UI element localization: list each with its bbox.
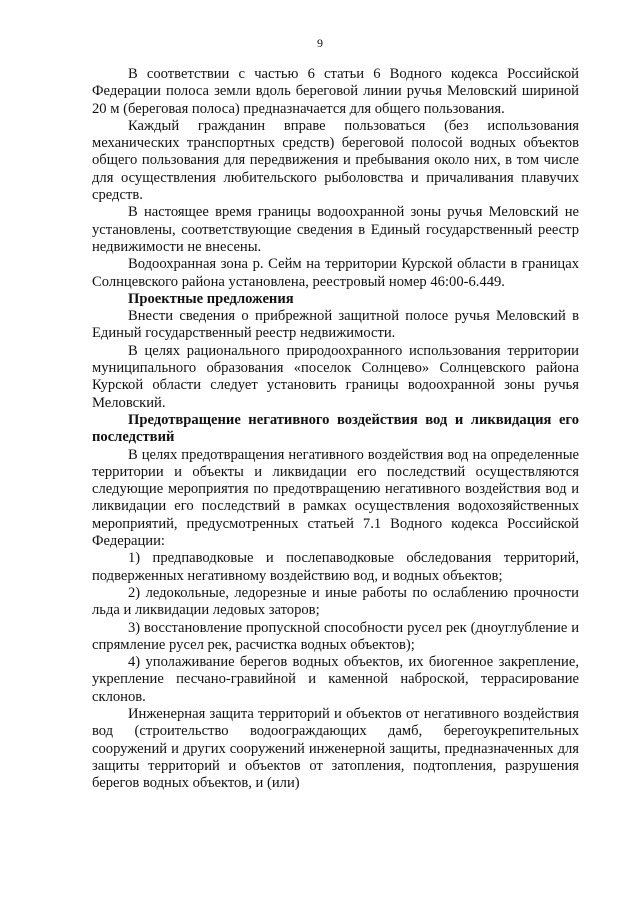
paragraph-prevention-intro: В целях предотвращения негативного воздействия вод на определенные территории и объекты и ликвидации его последствий осуществляются следующие мероприятия по предотвращению негативного воздействия вод и ликвидации его последствий в рамках осуществления водохозяйственных мероприятий, предусмотренных статьей 7.1 Водного кодекса Российской Федерации: [92, 446, 579, 550]
document-body [92, 66, 579, 792]
paragraph-citizen-rights: Каждый гражданин вправе пользоваться (без использования механических транспортных средств) береговой полосой водных объектов общего пользования для передвижения и пребывания около них, в том числе для осуществления любительского рыболовства и причаливания плавучих средств. [92, 117, 579, 204]
proposal-item: В целях рационального природоохранного использования территории муниципального образования «поселок Солнцево» Солнцевского района Курской области следует установить границы водоохранной зоны ручья Меловский. [92, 342, 579, 411]
measure-item: 1) предпаводковые и послепаводковые обследования территорий, подверженных негативному воздействию вод, и водных объектов; [92, 550, 579, 584]
paragraph-engineering-protection: Инженерная защита территорий и объектов от негативного воздействия вод (строительство водоограждающих дамб, берегоукрепительных сооружений и других сооружений инженерной защиты, предназначенных для защиты территорий и объектов от затопления, подтопления, разрушения берегов водных объектов, и (или) [92, 705, 579, 792]
paragraph-coastal-strip: В соответствии с частью 6 статьи 6 Водного кодекса Российской Федерации полоса земли вдоль береговой линии ручья Меловский шириной 20 м (береговая полоса) предназначается для общего пользования. [92, 66, 579, 117]
proposal-item: Внести сведения о прибрежной защитной полосе ручья Меловский в Единый государственный реестр недвижимости. [92, 308, 579, 342]
heading-prevention: Предотвращение негативного воздействия вод и ликвидация его последствий [92, 411, 579, 446]
measure-item: 3) восстановление пропускной способности русел рек (дноуглубление и спрямление русел рек, расчистка водных объектов); [92, 619, 579, 653]
measure-item: 2) ледокольные, ледорезные и иные работы по ослаблению прочности льда и ликвидации ледовых заторов; [92, 584, 579, 619]
measure-item: 4) уполаживание берегов водных объектов, их биогенное закрепление, укрепление песчано-гравийной и каменной наброской, террасирование склонов. [92, 654, 579, 705]
page-number: 9 [317, 36, 323, 50]
paragraph-water-protection-zone: В настоящее время границы водоохранной зоны ручья Меловский не установлены, соответствующие сведения в Единый государственный реестр недвижимости не внесены. [92, 204, 579, 255]
heading-proposals: Проектные предложения [128, 290, 294, 307]
paragraph-seym-zone: Водоохранная зона р. Сейм на территории Курской области в границах Солнцевского района установлена, реестровый номер 46:00-6.449. [92, 256, 579, 290]
